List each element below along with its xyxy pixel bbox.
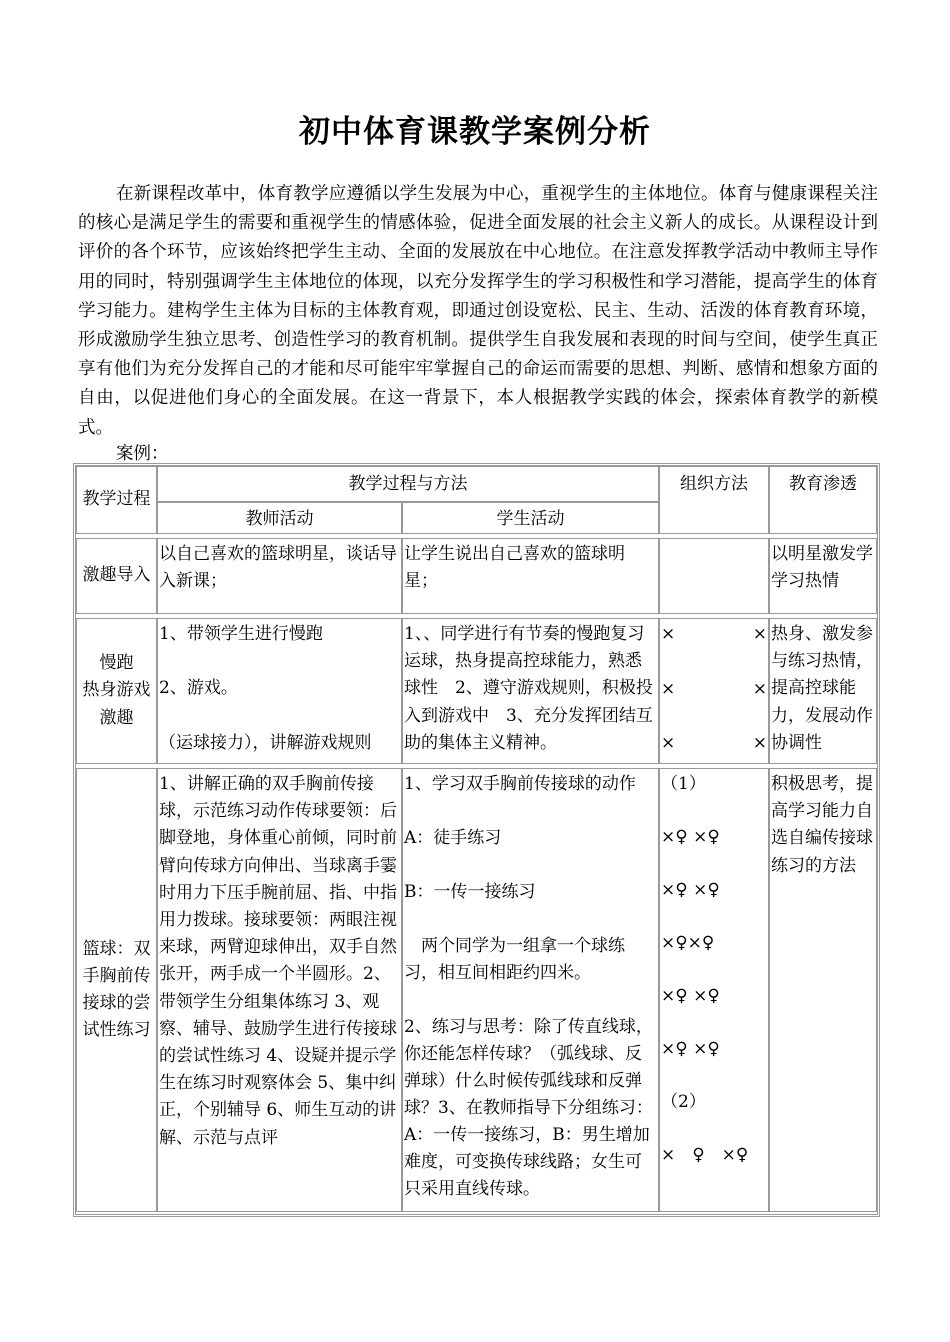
- org-mark: ×: [752, 624, 767, 644]
- lesson-table: [73, 463, 880, 1217]
- org-mark: ×: [661, 624, 676, 644]
- header-method-group: 教学过程与方法: [157, 466, 659, 502]
- row1-education: 以明星激发学学习热情: [769, 538, 877, 614]
- intro-paragraph: 在新课程改革中，体育教学应遵循以学生发展为中心，重视学生的主体地位。体育与健康课程关注的核心是满足学生的需要和重视学生的情感体验，促进全面发展的社会主义新人的成长。从课程设计到评价的各个环节，应该始终把学生主动、全面的发展放在中心地位。在注意发挥教学活动中教师主导作用的同时，特别强调学生主体地位的体现，以充分发挥学生的学习积极性和学习潜能，提高学生的体育学习能力。建构学生主体为目标的主体教育观，即通过创设宽松、民主、生动、活泼的体育教育环境，形成激励学生独立思考、创造性学习的教育机制。提供学生自我发展和表现的时间与空间，使学生真正享有他们为充分发挥自己的才能和尽可能牢牢掌握自己的命运而需要的思想、判断、感情和想象方面的自由，以促进他们身心的全面发展。在这一背景下，本人根据教学实践的体会，探索体育教学的新模式。: [78, 184, 878, 438]
- row2-student: 1、、同学进行有节奏的慢跑复习运球，热身提高控球能力，熟悉球性 2、遵守游戏规则，积极投入到游戏中 3、充分发挥团结互助的集体主义精神。: [402, 618, 659, 764]
- header-education: 教育渗透: [769, 466, 877, 534]
- header-student: 学生活动: [402, 502, 659, 534]
- row2-process: 慢跑 热身游戏 激趣: [76, 618, 157, 764]
- org-mark: ×: [661, 678, 676, 699]
- row1-student: 让学生说出自己喜欢的篮球明星；: [402, 538, 659, 614]
- row1-teacher: 以自己喜欢的篮球明星，谈话导入新课；: [157, 538, 402, 614]
- header-organization: 组织方法: [659, 466, 769, 534]
- row3-organization: （1） ×♀ ×♀ ×♀ ×♀ ×♀×♀ ×♀ ×♀ ×♀ ×♀ （2） × ♀ ×♀: [659, 768, 769, 1212]
- case-label: 案例：: [116, 444, 169, 464]
- document-title: 初中体育课教学案例分析: [299, 114, 651, 150]
- row2-organization: [659, 618, 769, 764]
- org-mark: ×: [661, 733, 676, 753]
- row2-education: 热身、激发参与练习热情，提高控球能力，发展动作协调性: [769, 618, 877, 764]
- row1-process: 激趣导入: [76, 538, 157, 614]
- row2-teacher: 1、带领学生进行慢跑 2、游戏。 （运球接力），讲解游戏规则: [157, 618, 402, 764]
- header-process: 教学过程: [76, 466, 157, 534]
- row3-education: 积极思考，提高学习能力自选自编传接球练习的方法: [769, 768, 877, 1212]
- row3-process: 篮球：双手胸前传接球的尝试性练习: [76, 768, 157, 1212]
- org-mark: ×: [752, 678, 767, 699]
- header-teacher: 教师活动: [157, 502, 402, 534]
- row3-student: 1、学习双手胸前传接球的动作 A：徒手练习 B：一传一接练习 两个同学为一组拿一个球练习，相互间相距约四米。 2、练习与思考：除了传直线球，你还能怎样传球？（弧线球、反弹球）什么时候传弧线球和反弹球？3、在教师指导下分组练习：A：一传一接练习，B：男生增加难度，可变换传球线路；女生可只采用直线传球。: [402, 768, 659, 1212]
- row1-organization: [659, 538, 769, 614]
- org-mark: ×: [752, 733, 767, 753]
- row3-teacher: 1、讲解正确的双手胸前传接球，示范练习动作传球要领：后脚登地，身体重心前倾，同时前臂向传球方向伸出、当球离手霎时用力下压手腕前屈、指、中指用力拨球。接球要领：两眼注视来球，两臂迎球伸出，双手自然张开，两手成一个半圆形。2、带领学生分组集体练习 3、观察、辅导、鼓励学生进行传接球的尝试性练习 4、设疑并提示学生在练习时观察体会 5、集中纠正，个别辅导 6、师生互动的讲解、示范与点评: [157, 768, 402, 1212]
